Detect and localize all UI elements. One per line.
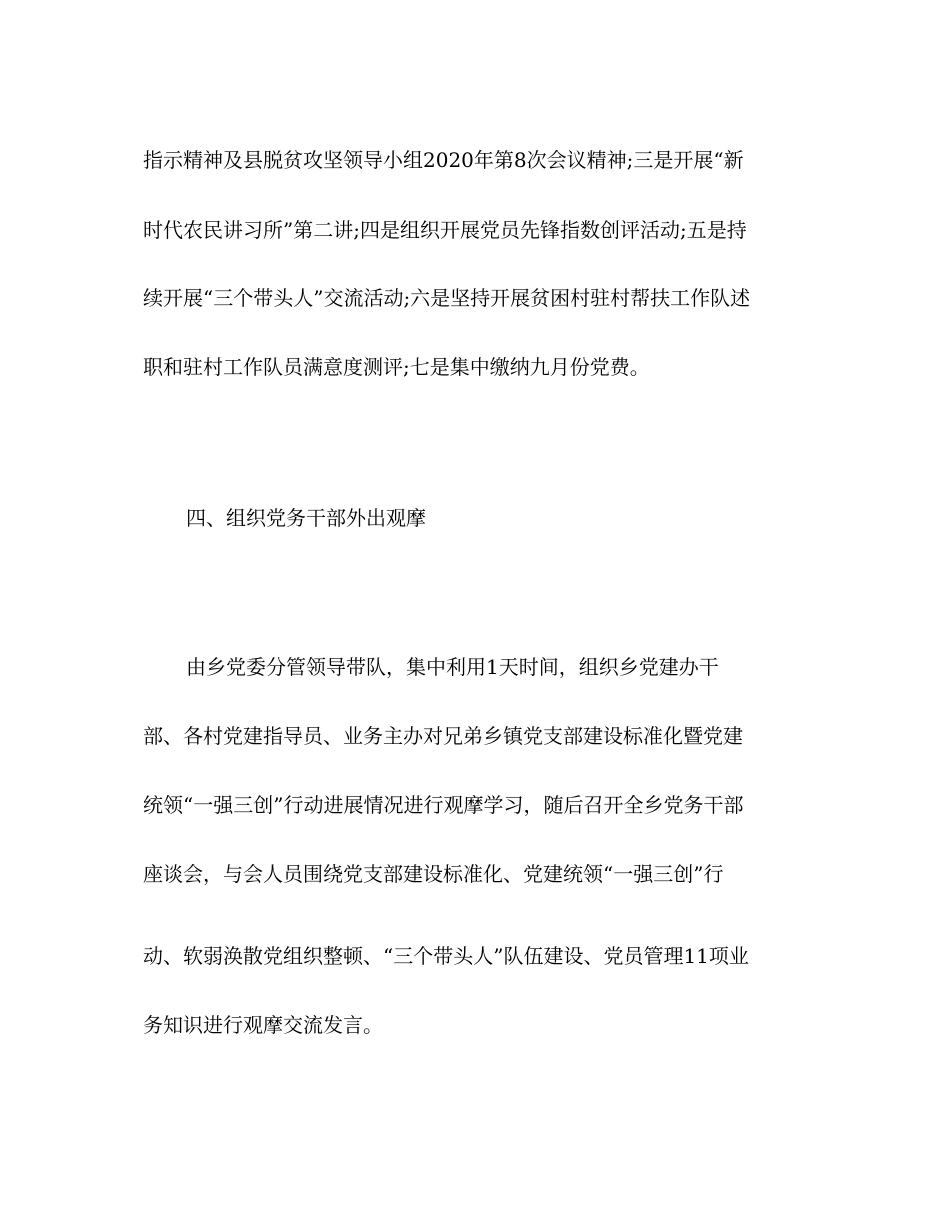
paragraph-2-line-6: 务知识进行观摩交流发言。	[143, 1013, 383, 1037]
paragraph-1-line-4: 职和驻村工作队员满意度测评;七是集中缴纳九月份党费。	[143, 355, 650, 379]
section-heading: 四、组织党务干部外出观摩	[186, 506, 426, 530]
paragraph-2-line-3: 统领“一强三创”行动进展情况进行观摩学习，随后召开全乡党务干部	[143, 793, 744, 817]
paragraph-1-line-3: 续开展“三个带头人”交流活动;六是坚持开展贫困村驻村帮扶工作队述	[143, 286, 751, 310]
paragraph-1-line-1: 指示精神及县脱贫攻坚领导小组2020年第8次会议精神;三是开展“新	[143, 148, 744, 172]
paragraph-2-line-5: 动、软弱涣散党组织整顿、“三个带头人”队伍建设、党员管理11项业	[143, 944, 749, 968]
paragraph-1-line-2: 时代农民讲习所”第二讲;四是组织开展党员先锋指数创评活动;五是持	[143, 218, 747, 242]
paragraph-2-line-2: 部、各村党建指导员、业务主办对兄弟乡镇党支部建设标准化暨党建	[143, 724, 743, 748]
paragraph-2-line-4: 座谈会，与会人员围绕党支部建设标准化、党建统领“一强三创”行	[143, 862, 724, 886]
paragraph-2-line-1: 由乡党委分管领导带队，集中利用1天时间，组织乡党建办干	[186, 655, 719, 679]
